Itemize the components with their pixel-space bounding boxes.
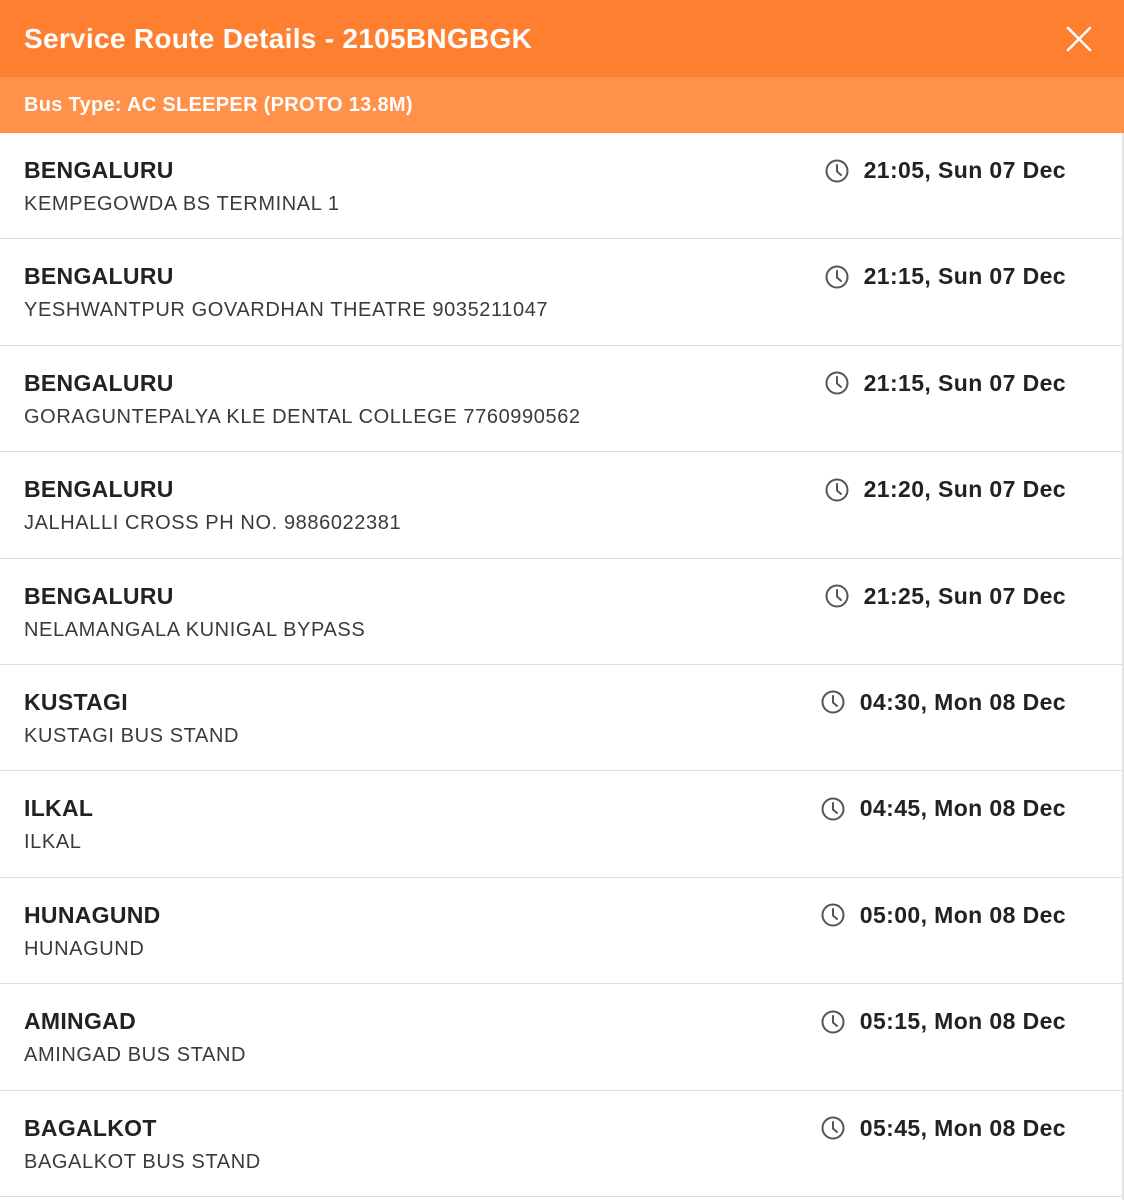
clock-icon: [820, 689, 846, 715]
stop-city: ILKAL: [24, 795, 94, 822]
stop-time: 21:15, Sun 07 Dec: [863, 369, 1066, 396]
stop-time: 21:20, Sun 07 Dec: [863, 476, 1066, 503]
clock-icon: [824, 370, 850, 396]
stop-city: HUNAGUND: [24, 901, 161, 928]
clock-icon: [824, 158, 850, 184]
stop-boarding-point: GORAGUNTEPALYA KLE DENTAL COLLEGE 7760990562: [24, 405, 581, 428]
stop-time-group: [824, 263, 1066, 290]
bus-type-bar: [0, 77, 1124, 133]
stop-row: [0, 771, 1124, 877]
stop-boarding-point: KUSTAGI BUS STAND: [24, 724, 240, 747]
stop-time-group: [824, 476, 1066, 503]
stop-row: [0, 559, 1124, 665]
stop-time: 21:25, Sun 07 Dec: [863, 582, 1066, 609]
stop-row: [0, 346, 1124, 452]
stop-boarding-point: HUNAGUND: [24, 937, 145, 960]
clock-icon: [820, 902, 846, 928]
stop-city: BENGALURU: [24, 476, 174, 503]
stop-boarding-point: BAGALKOT BUS STAND: [24, 1150, 261, 1173]
stop-time-group: [824, 370, 1066, 397]
modal-header: [0, 0, 1124, 77]
close-icon: [1066, 26, 1092, 52]
stop-time-group: [824, 583, 1066, 610]
stop-boarding-point: YESHWANTPUR GOVARDHAN THEATRE 9035211047: [24, 299, 549, 322]
stop-row: [0, 239, 1124, 345]
stop-row: [0, 1091, 1124, 1197]
stop-list: [0, 133, 1124, 1197]
clock-icon: [824, 264, 850, 290]
stop-city: BENGALURU: [24, 582, 174, 609]
clock-icon: [820, 1009, 846, 1035]
stop-row: [0, 452, 1124, 558]
stop-row: [0, 665, 1124, 771]
stop-time: 04:45, Mon 08 Dec: [859, 795, 1066, 822]
stop-boarding-point: KEMPEGOWDA BS TERMINAL 1: [24, 193, 340, 215]
stop-row: [0, 984, 1124, 1090]
stop-time-group: [820, 1115, 1066, 1142]
stop-boarding-point: JALHALLI CROSS PH NO. 9886022381: [24, 512, 402, 535]
clock-icon: [820, 1115, 846, 1141]
stop-boarding-point: NELAMANGALA KUNIGAL BYPASS: [24, 618, 366, 641]
stop-boarding-point: AMINGAD BUS STAND: [24, 1044, 247, 1067]
stop-city: BENGALURU: [24, 263, 174, 290]
clock-icon: [820, 796, 846, 822]
stop-time: 05:00, Mon 08 Dec: [859, 901, 1066, 928]
stop-time: 21:05, Sun 07 Dec: [863, 157, 1066, 183]
modal-title: Service Route Details - 2105BNGBGK: [24, 22, 533, 54]
clock-icon: [824, 477, 850, 503]
stop-city: BENGALURU: [24, 157, 174, 183]
stop-row: [0, 878, 1124, 984]
stop-city: AMINGAD: [24, 1008, 136, 1035]
stop-time-group: [820, 902, 1066, 929]
stop-city: BAGALKOT: [24, 1114, 157, 1141]
stop-time-group: [820, 795, 1066, 822]
close-button[interactable]: [1062, 22, 1096, 56]
stop-boarding-point: ILKAL: [24, 831, 82, 854]
bus-type-label: Bus Type: AC SLEEPER (PROTO 13.8M): [24, 93, 413, 116]
stop-time-group: [824, 157, 1066, 184]
stop-time: 04:30, Mon 08 Dec: [859, 688, 1066, 715]
stop-time: 05:45, Mon 08 Dec: [859, 1114, 1066, 1141]
stop-time-group: [820, 689, 1066, 716]
stop-row: [0, 133, 1124, 239]
stop-time: 05:15, Mon 08 Dec: [859, 1008, 1066, 1035]
stop-time-group: [820, 1008, 1066, 1035]
stop-time: 21:15, Sun 07 Dec: [863, 263, 1066, 290]
stop-city: KUSTAGI: [24, 688, 128, 715]
clock-icon: [824, 583, 850, 609]
stop-city: BENGALURU: [24, 369, 174, 396]
